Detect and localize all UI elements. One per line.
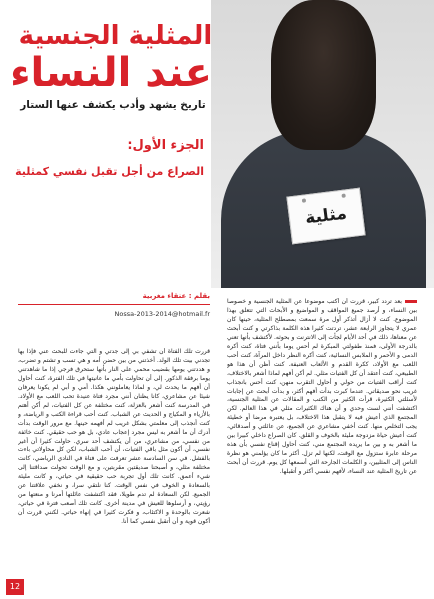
title-line-2: عند النساء [10, 50, 212, 96]
part-label: الجزء الأول: [127, 138, 204, 153]
pin-icon [302, 198, 306, 202]
part-title: الصراع من أجل تقبل نفسي كمثلية [15, 165, 204, 178]
page-number: 12 [6, 579, 24, 595]
article-column-left: قررت تلك الفتاة أن تشفي بي إلى جدتي و التي جاءت للبحث عني فإذا بها تجدني بيت تلك الولد. أخذتني من بين حضن أمه و هي تسب و تشتم و تضرب، و هددتني يومها بقضيب محمي على النار بأنها ستحرق فرجي إذا ما شاهدتني يوما برفقة الذكور. إلى أن تحاولت بأمي ما عانيتها في تلك الفترة، كنت أحاول أن أفهم ما يحدث لي، و لماذا يعاملونني هكذا. أمي و أبي لم يكونا يعرفان شيئا عن مشاعري، كانا يظنان أنني مجرد فتاة عنيدة تحب اللعب مع الأولاد. في المدرسة كنت أشعر بالعزلة، كنت مختلفة عن كل الفتيات، لم أكن أهتم بالأزياء و المكياج و الحديث عن الشباب. كنت أحب قراءة الكتب و الرياضة، و كنت أنجذب إلى معلمتي بشكل غريب لم أفهمه حينها. مع مرور الوقت بدأت أدرك أن ما أشعر به ليس مجرد إعجاب عادي، بل هو حب حقيقي. كنت خائفة من نفسي، من مشاعري، من أن يكتشف أحد سري. حاولت كثيرا أن أغير نفسي، أن أكون مثل باقي الفتيات، أن أحب الشباب، لكن كل محاولاتي باءت بالفشل. في سن السادسة عشر تعرفت على فتاة في النادي الرياضي، كانت مختلفة مثلي، و أصبحنا صديقتين مقربتين، و مع الوقت تحولت صداقتنا إلى شيء أعمق. كانت تلك أول تجربة حب حقيقية في حياتي، و كانت مليئة بالسعادة و الخوف في نفس الوقت. كنا نلتقي سرا، و نخفي علاقتنا عن الجميع. لكن السعادة لم تدم طويلا، فقد اكتشفت عائلتها أمرنا و منعتها من رؤيتي، و أرسلوها للعيش في مدينة أخرى. كانت تلك أصعب فترة في حياتي، شعرت بالوحدة و الاكتئاب، و فكرت كثيرا في إنهاء حياتي. لكنني قررت أن أكون قوية و أن أتقبل نفسي كما أنا. [18, 348, 210, 526]
byline-email[interactable]: Nossa-2013-2014@hotmail.fr [114, 310, 210, 318]
title-line-1: المثلية الجنسية [18, 21, 213, 51]
pin-icon [341, 193, 345, 197]
paragraph-marker-icon [405, 300, 417, 303]
article-text-right: بعد تردد كبير، قررت أن أكتب موضوعا عن المثلية الجنسية و خصوصا بين النساء، و أرصد جميع المواقف و المواضيع و الأبحاث التي تتعلق بهذا الموضوع. كنت لا أزال أتذكر أول مرة سمعت بمصطلح المثلية، حينها كان عمري لا يتجاوز الرابعة عشر، تردتت كثيرا هذه الكلمة بذاكرتي و كنت أبحث عن معناها، ذلك في أحد الأيام لجأت إلى الانترنت و بحوثه. لأكتشف بأنها تعني بالدرجة الأولى، فمنذ طفولتي المبكرة لم أحس يوما بأنني فتاة، كنت أكره الدمى و الأحمر و الملابس النسائية، كنت أكره النظر داخل المرآة، كنت أحب اللعب مع الأولاد، ككرة القدم و الألعاب العنيفة. كنت أظن أن هذا هو الطبيعي، كنت أعتقد أن كل الفتيات مثلي. لم أكن أفهم لماذا أشعر بالاختلاف، كنت أراقب الفتيات من حولي و أحاول التقرب منهن، كنت أحس بانجذاب غريب نحو صديقاتي. عندما كبرت بدأت أفهم أكثر، و بدأت أبحث عن إجابات لأسئلتي الكثيرة، قرأت الكثير من الكتب و المقالات عن المثلية الجنسية، اكتشفت أنني لست وحدي و أن هناك الكثيرات مثلي في هذا العالم. لكن المجتمع الذي أعيش فيه لا يتقبل هذا الاختلاف، بل يعتبره مرضا أو خطيئة يجب التخلص منها. كنت أخفي مشاعري عن الجميع، عن عائلتي و أصدقائي، كنت أعيش حياة مزدوجة مليئة بالخوف و القلق. كان الصراع داخلي كبيرا بين ما أشعر به و بين ما يريده المجتمع مني، كنت أحاول إقناع نفسي بأن هذه مرحلة عابرة ستزول مع الوقت، لكنها لم تزل. أكثر ما كان يؤلمني هو نظرة الناس إلى المثليين، و الكلمات الجارحة التي أسمعها كل يوم. قررت أن أبحث عن تاريخ المثلية عند النساء، لأفهم نفسي أكثر و أتقبلها. [227, 298, 417, 476]
byline-divider [18, 304, 210, 305]
photo-tag-text: مثلية [304, 203, 348, 229]
article-photo [211, 0, 434, 288]
photo-hair [271, 0, 376, 150]
article-column-right [227, 298, 417, 583]
photo-tag [286, 188, 365, 245]
subtitle: تاريخ يشهد وأدب يكشف عنها الستار [20, 99, 206, 111]
byline-author: بقلم : عنقاء مغربية [142, 292, 210, 300]
